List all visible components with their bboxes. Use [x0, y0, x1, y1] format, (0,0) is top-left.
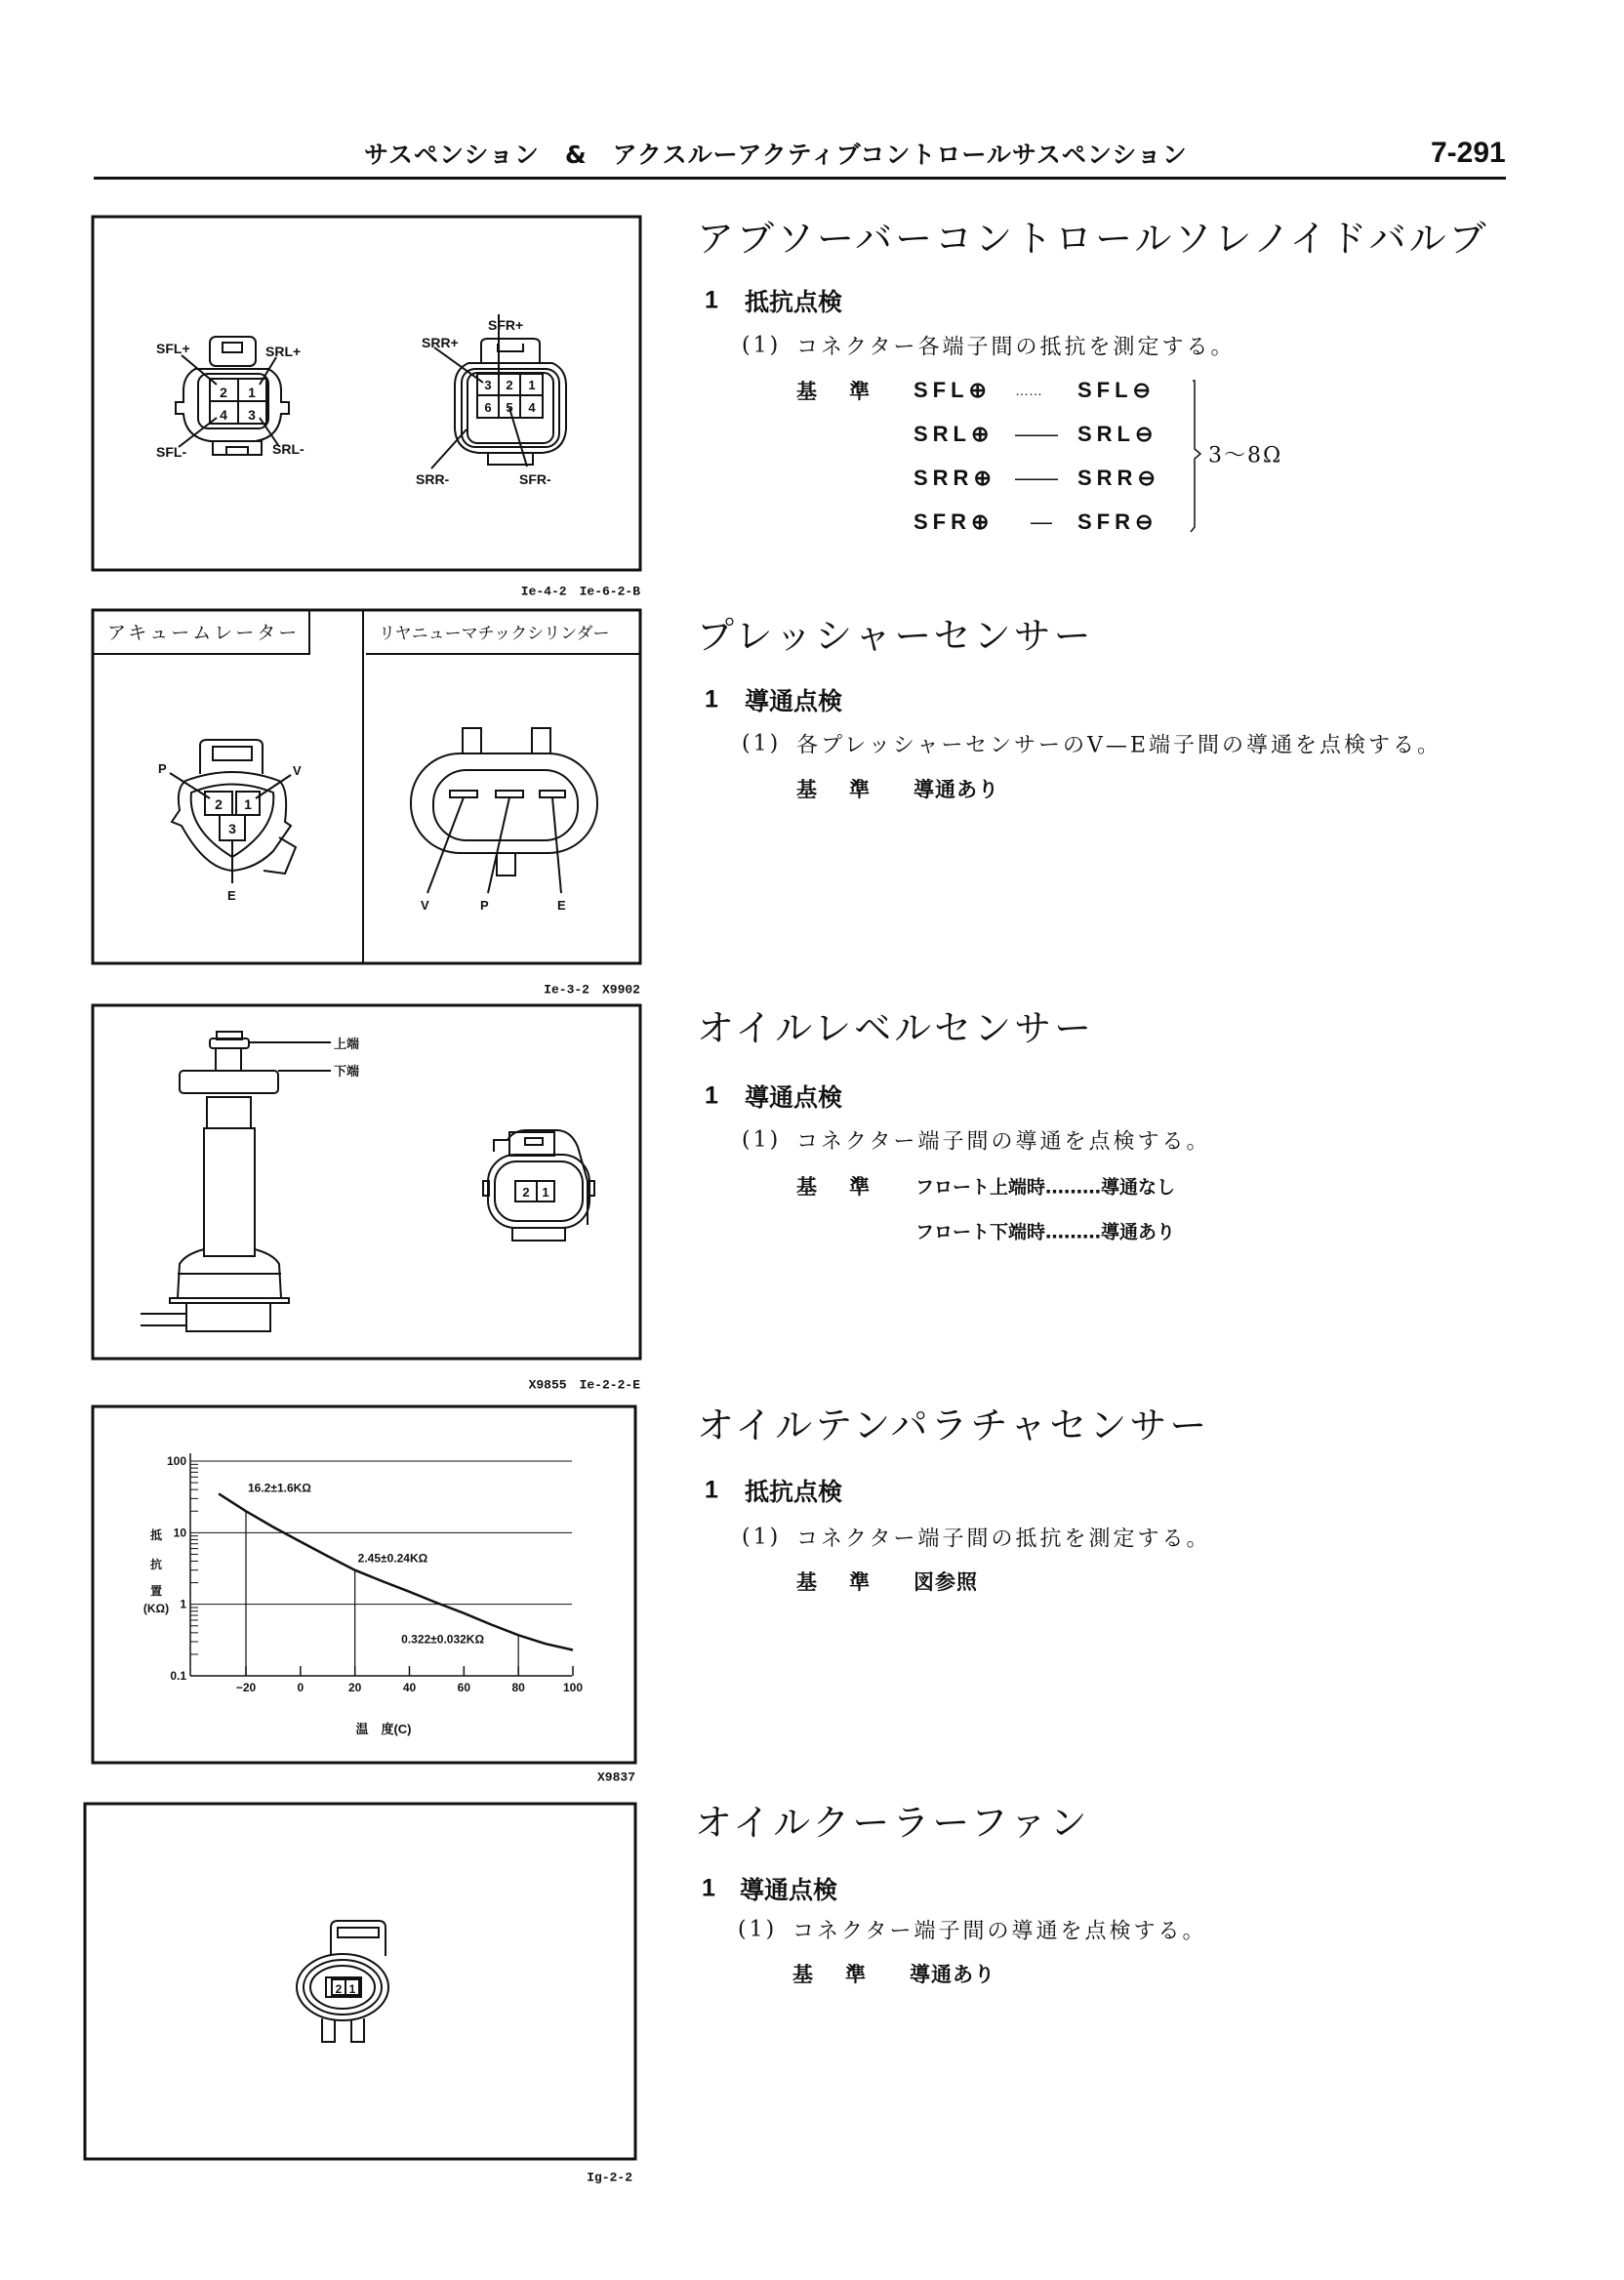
x-tick-label: 100 — [562, 1681, 584, 1694]
rear-cylinder-header: リヤニューマチックシリンダー — [379, 624, 610, 644]
standard-label: 基 準 — [796, 778, 875, 801]
pin-label: 2 — [335, 1982, 343, 1996]
step-number: 1 — [702, 1874, 715, 1902]
page-number: 7-291 — [1431, 137, 1506, 169]
figure-oil-cooler-fan-connector — [85, 1804, 635, 2159]
section-title: アブソーバーコントロールソレノイドバルブ — [697, 217, 1489, 261]
terminal-label-sfl-plus: SFL+ — [156, 341, 190, 356]
figure-caption: X9855 Ie-2-2-E — [528, 1377, 640, 1393]
x-tick-label: 0 — [297, 1681, 304, 1694]
x-tick-label: 80 — [511, 1681, 525, 1694]
figure-caption: Ig-2-2 — [587, 2170, 632, 2185]
step-number: 1 — [705, 286, 718, 314]
lower-end-label: 下端 — [334, 1064, 360, 1079]
x-tick-label: 60 — [457, 1681, 471, 1694]
y-tick-label: 10 — [173, 1526, 186, 1540]
terminal-b: SRR⊖ — [1077, 466, 1160, 490]
figure-temperature-chart — [93, 1406, 635, 1763]
x-tick-label: 20 — [347, 1681, 362, 1694]
resistance-temperature-chart — [167, 1453, 583, 1694]
standard-brace — [1191, 381, 1200, 532]
terminal-separator: …… — [1015, 383, 1042, 398]
section-title: オイルテンパラチャセンサー — [697, 1404, 1210, 1447]
figure-caption: Ie-4-2 Ie-6-2-B — [520, 584, 640, 599]
terminal-separator: —— — [1015, 422, 1058, 446]
terminal-a: SFL⊕ — [914, 378, 992, 402]
y-axis-label: 置 — [149, 1584, 163, 1598]
figure-pressure-sensor-connectors — [93, 610, 640, 963]
pin-label: 1 — [244, 796, 252, 812]
y-axis-unit: (KΩ) — [142, 1602, 170, 1615]
item-text: コネクター各端子間の抵抗を測定する。 — [796, 335, 1236, 360]
terminal-b: SFR⊖ — [1077, 509, 1158, 534]
section-title: オイルレベルセンサー — [697, 1006, 1095, 1050]
step-number: 1 — [705, 1476, 718, 1504]
fan-connector — [297, 1921, 388, 2042]
standard-label: 基 準 — [796, 1570, 875, 1594]
pin-label: 3 — [248, 407, 256, 423]
pin-label: 1 — [542, 1185, 549, 1200]
figure-caption: Ie-3-2 X9902 — [544, 982, 640, 998]
step-heading: 抵抗点検 — [745, 1478, 843, 1506]
figure-caption: X9837 — [596, 1770, 635, 1785]
pin-label: 4 — [528, 400, 536, 415]
y-axis-label: 抵 — [149, 1528, 163, 1542]
terminal-label-srl-plus: SRL+ — [265, 344, 302, 359]
annotation-label: 16.2±1.6KΩ — [248, 1481, 311, 1495]
standard-value: 3～8Ω — [1208, 443, 1283, 468]
standard-value: 導通あり — [910, 1963, 995, 1986]
y-tick-label: 0.1 — [170, 1669, 186, 1683]
oil-level-sensor-drawing — [141, 1032, 331, 1331]
pin-label: 3 — [484, 378, 492, 392]
item-number: (1) — [742, 731, 782, 756]
accumulator-connector — [158, 740, 302, 903]
step-heading: 抵抗点検 — [745, 288, 843, 316]
terminal-b: SFL⊖ — [1077, 378, 1156, 402]
pin-label: 6 — [484, 400, 492, 415]
standard-value: 図参照 — [914, 1570, 978, 1594]
x-tick-label: −20 — [235, 1681, 257, 1694]
terminal-a: SRL⊕ — [914, 422, 995, 446]
upper-end-label: 上端 — [334, 1037, 360, 1051]
figure-solenoid-connectors — [93, 217, 640, 570]
y-tick-label: 1 — [180, 1597, 186, 1611]
accumulator-header: アキュームレーター — [107, 622, 301, 644]
section-title: オイルクーラーファン — [695, 1801, 1090, 1845]
terminal-label-srr-minus: SRR- — [416, 471, 450, 487]
resistance-curve — [219, 1493, 573, 1649]
terminal-label-e: E — [227, 888, 236, 903]
standard-line: フロート下端時………導通あり — [915, 1221, 1176, 1243]
section-title: プレッシャーセンサー — [697, 614, 1094, 658]
y-axis-label: 抗 — [149, 1558, 163, 1571]
terminal-label-v: V — [421, 898, 429, 913]
item-text: コネクター端子間の導通を点検する。 — [796, 1129, 1211, 1155]
item-number: (1) — [738, 1917, 778, 1942]
connector-6pin — [416, 314, 566, 487]
standard-label: 基 準 — [796, 380, 875, 403]
step-heading: 導通点検 — [745, 687, 843, 715]
terminal-label-v: V — [293, 763, 302, 778]
standard-value: 導通あり — [914, 778, 999, 801]
pin-label: 5 — [506, 400, 513, 415]
rear-cylinder-connector — [411, 728, 597, 913]
terminal-label-p: P — [480, 898, 489, 913]
terminal-separator: —— — [1015, 466, 1058, 490]
figure-oil-level-sensor — [93, 1005, 640, 1359]
pin-label: 3 — [228, 821, 236, 836]
annotation-label: 0.322±0.032KΩ — [401, 1632, 485, 1647]
terminal-separator: — — [1031, 509, 1052, 534]
step-heading: 導通点検 — [740, 1876, 838, 1904]
terminal-label-srr-plus: SRR+ — [422, 335, 459, 350]
x-axis-label: 温 度(C) — [355, 1722, 412, 1736]
oil-level-connector — [483, 1130, 594, 1241]
terminal-label-sfr-minus: SFR- — [519, 471, 551, 487]
terminal-label-sfr-plus: SFR+ — [488, 317, 524, 333]
pin-label: 1 — [348, 1982, 356, 1996]
step-number: 1 — [705, 685, 718, 713]
standard-label: 基 準 — [792, 1963, 872, 1986]
pin-label: 4 — [220, 407, 227, 423]
pin-label: 2 — [215, 796, 223, 812]
terminal-label-srl-minus: SRL- — [272, 441, 304, 457]
pin-label: 1 — [528, 378, 536, 392]
terminal-a: SRR⊕ — [914, 466, 996, 490]
item-text: コネクター端子間の抵抗を測定する。 — [796, 1527, 1211, 1552]
item-text: コネクター端子間の導通を点検する。 — [792, 1919, 1207, 1944]
figure-frame — [93, 1005, 640, 1359]
terminal-label-e: E — [557, 898, 566, 913]
standard-line: フロート上端時………導通なし — [915, 1176, 1176, 1199]
terminal-label-p: P — [158, 761, 167, 776]
pin-label: 2 — [522, 1185, 530, 1200]
figure-frame — [93, 217, 640, 570]
item-number: (1) — [742, 1525, 782, 1550]
pin-label: 2 — [220, 385, 227, 400]
terminal-b: SRL⊖ — [1077, 422, 1158, 446]
item-number: (1) — [742, 333, 782, 358]
running-header: サスペンション & アクスルーアクティブコントロールサスペンション — [364, 141, 1188, 169]
pin-label: 1 — [248, 385, 256, 400]
terminal-a: SFR⊕ — [914, 509, 995, 534]
y-tick-label: 100 — [166, 1454, 186, 1468]
annotation-label: 2.45±0.24KΩ — [357, 1551, 428, 1566]
item-number: (1) — [742, 1127, 782, 1153]
standard-label: 基 準 — [796, 1175, 875, 1199]
step-number: 1 — [705, 1081, 718, 1110]
step-heading: 導通点検 — [745, 1083, 843, 1112]
pin-label: 2 — [506, 378, 513, 392]
connector-4pin — [156, 337, 304, 460]
item-text: 各プレッシャーセンサーのV—E端子間の導通を点検する。 — [796, 733, 1441, 758]
x-tick-label: 40 — [402, 1681, 417, 1694]
terminal-label-sfl-minus: SFL- — [156, 444, 187, 460]
